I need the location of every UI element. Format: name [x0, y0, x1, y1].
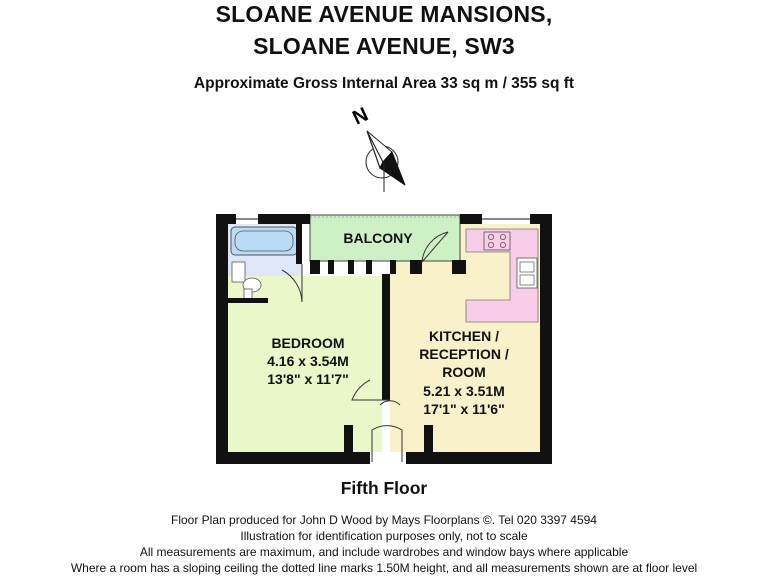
footer-measurements-note: All measurements are maximum, and include wardrobes and window bays where applicable	[139, 545, 629, 559]
kitchen-dims-metric: 5.21 x 3.51M	[423, 383, 505, 399]
balcony-label: BALCONY	[343, 230, 413, 246]
bedroom-dims-metric: 4.16 x 3.54M	[267, 353, 349, 369]
basin-icon	[232, 262, 245, 282]
kitchen-dims-imperial: 17'1" x 11'6"	[423, 401, 505, 417]
footer-ceiling-note: Where a room has a sloping ceiling the dotted line marks 1.50M height, and all measurements shown are at floor level	[70, 561, 698, 575]
bedroom-label: BEDROOM	[271, 335, 345, 351]
compass-north-label: N	[349, 103, 372, 130]
kitchen-label-line3: ROOM	[442, 364, 486, 380]
kitchen-label-line2: RECEPTION /	[419, 346, 509, 362]
bedroom-dims-imperial: 13'8" x 11'7"	[267, 371, 349, 387]
footer-disclaimer: Illustration for identification purposes only, not to scale	[240, 529, 528, 543]
footer-credit: Floor Plan produced for John D Wood by Mays Floorplans ©. Tel 020 3397 4594	[171, 513, 597, 527]
gross-internal-area: Approximate Gross Internal Area 33 sq m / 355 sq ft	[193, 75, 575, 92]
title-line-1: SLOANE AVENUE MANSIONS,	[215, 1, 553, 27]
title-line-2: SLOANE AVENUE, SW3	[253, 33, 515, 59]
floor-label: Fifth Floor	[340, 478, 428, 498]
kitchen-label-line1: KITCHEN /	[429, 328, 499, 344]
north-arrow-icon	[349, 104, 405, 192]
